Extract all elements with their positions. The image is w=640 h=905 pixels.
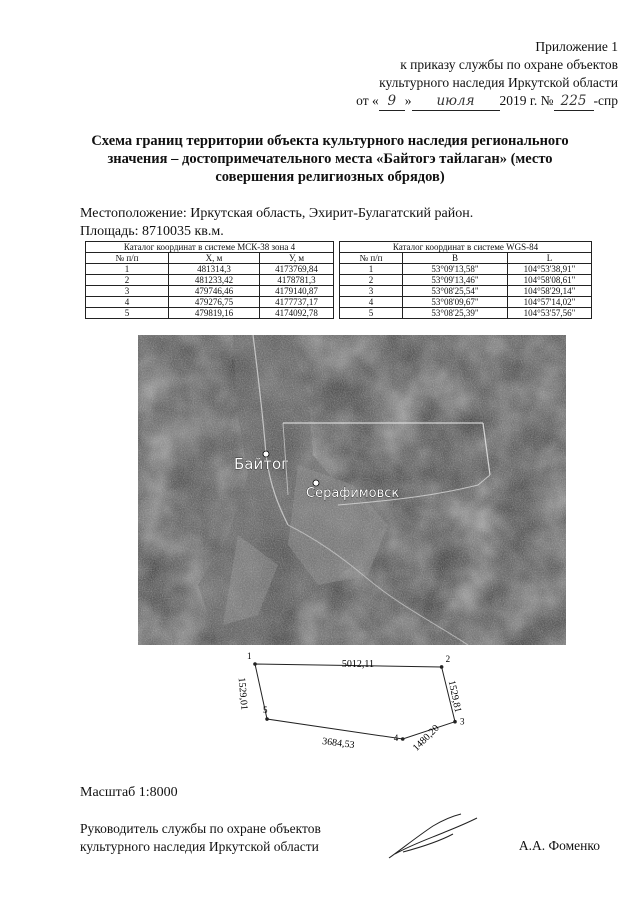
- table-row: [340, 297, 592, 308]
- table-cell: 1: [86, 264, 169, 275]
- table-cell: 2: [86, 275, 169, 286]
- table-cell: 104°53'38,91": [508, 264, 592, 275]
- catalog-wgs-header: B: [403, 253, 508, 264]
- table-cell: 481314,3: [169, 264, 260, 275]
- signatory-name: А.А. Фоменко: [518, 838, 600, 853]
- appendix-authority: культурного наследия Иркутской области: [379, 75, 618, 90]
- table-row: [340, 264, 592, 275]
- map-label-baitog: Байтог: [234, 455, 290, 473]
- boundary-point-label-2: 2: [445, 653, 451, 664]
- table-cell: 5: [86, 308, 169, 319]
- table-cell: 104°58'08,61": [508, 275, 592, 286]
- scale-text: Масштаб 1:8000: [80, 785, 178, 800]
- table-row: [86, 297, 334, 308]
- catalog-msk-table: [85, 241, 334, 319]
- boundary-point-label-3: 3: [460, 716, 465, 727]
- table-cell: 3: [86, 286, 169, 297]
- catalog-msk-caption: Каталог координат в системе МСК-38 зона 4: [86, 242, 334, 253]
- table-cell: 53°09'13,58": [403, 264, 508, 275]
- catalog-wgs-header: № п/п: [340, 253, 403, 264]
- segment-label-1-2: 5012,11: [341, 659, 375, 670]
- table-cell: 1: [340, 264, 403, 275]
- boundary-point-label-4: 4: [393, 733, 399, 743]
- table-cell: 104°57'14,02": [508, 297, 592, 308]
- table-cell: 53°09'13,46": [403, 275, 508, 286]
- table-row: [86, 286, 334, 297]
- table-row: [340, 286, 592, 297]
- table-cell: 3: [340, 286, 403, 297]
- signatory-title-line1: Руководитель службы по охране объектов: [80, 821, 321, 836]
- catalog-wgs-caption: Каталог координат в системе WGS-84: [340, 242, 592, 253]
- boundary-polygon: [255, 664, 455, 739]
- table-cell: 104°53'57,56": [508, 308, 592, 319]
- boundary-scheme: [220, 652, 490, 757]
- segment-label-5-1: 1529,01: [235, 677, 250, 711]
- table-cell: 53°08'09,67": [403, 297, 508, 308]
- table-row: [86, 275, 334, 286]
- boundary-point-2: [440, 665, 444, 669]
- boundary-point-4: [401, 737, 405, 741]
- catalog-wgs-header: L: [508, 253, 592, 264]
- appendix-order-ref: к приказу службы по охране объектов: [400, 57, 618, 72]
- satellite-map: [138, 335, 566, 645]
- boundary-point-label-1: 1: [247, 652, 252, 661]
- catalog-wgs-table: [339, 241, 592, 319]
- table-cell: 2: [340, 275, 403, 286]
- catalog-msk-header: № п/п: [86, 253, 169, 264]
- segment-label-3-4: 1480,20: [410, 722, 442, 754]
- appendix-number: 225: [554, 92, 594, 111]
- signatory-title-line2: культурного наследия Иркутской области: [80, 839, 319, 854]
- table-cell: 4173769,84: [260, 264, 334, 275]
- table-cell: 479746,46: [169, 286, 260, 297]
- appendix-month: июля: [412, 92, 500, 111]
- table-row: [86, 308, 334, 319]
- appendix-day: 9: [379, 92, 405, 111]
- boundary-point-label-5: 5: [263, 705, 268, 716]
- table-cell: 4: [340, 297, 403, 308]
- table-cell: 479819,16: [169, 308, 260, 319]
- boundary-point-1: [253, 662, 257, 666]
- handwritten-signature: [383, 808, 483, 866]
- satellite-image: [138, 335, 566, 645]
- table-row: [340, 308, 592, 319]
- appendix-date-line: от « 9 » июля 2019 г. № 225 -спр: [356, 93, 618, 109]
- appendix-title: Приложение 1: [535, 39, 618, 54]
- table-row: [340, 275, 592, 286]
- table-cell: 4178781,3: [260, 275, 334, 286]
- table-cell: 479276,75: [169, 297, 260, 308]
- map-label-serafimovsk: Серафимовск: [306, 486, 400, 501]
- table-row: [86, 264, 334, 275]
- boundary-point-3: [453, 720, 457, 724]
- table-cell: 4174092,78: [260, 308, 334, 319]
- table-cell: 481233,42: [169, 275, 260, 286]
- location-text: Местоположение: Иркутская область, Эхирит-Булагатский район.: [80, 206, 474, 221]
- table-cell: 4179140,87: [260, 286, 334, 297]
- table-cell: 104°58'29,14": [508, 286, 592, 297]
- area-text: Площадь: 8710035 кв.м.: [80, 224, 224, 239]
- table-cell: 4177737,17: [260, 297, 334, 308]
- table-cell: 53°08'25,39": [403, 308, 508, 319]
- document-title: Схема границ территории объекта культурного наследия регионального значения – достопримечательного места «Байтогэ тайлаган» (место совершения религиозных обрядов): [91, 133, 569, 185]
- catalog-msk-header: У, м: [260, 253, 334, 264]
- table-cell: 5: [340, 308, 403, 319]
- table-cell: 4: [86, 297, 169, 308]
- segment-label-2-3: 1529,81: [445, 679, 464, 714]
- catalog-msk-header: X, м: [169, 253, 260, 264]
- boundary-point-5: [265, 717, 269, 721]
- table-cell: 53°08'25,54": [403, 286, 508, 297]
- segment-label-4-5: 3684,53: [321, 736, 356, 751]
